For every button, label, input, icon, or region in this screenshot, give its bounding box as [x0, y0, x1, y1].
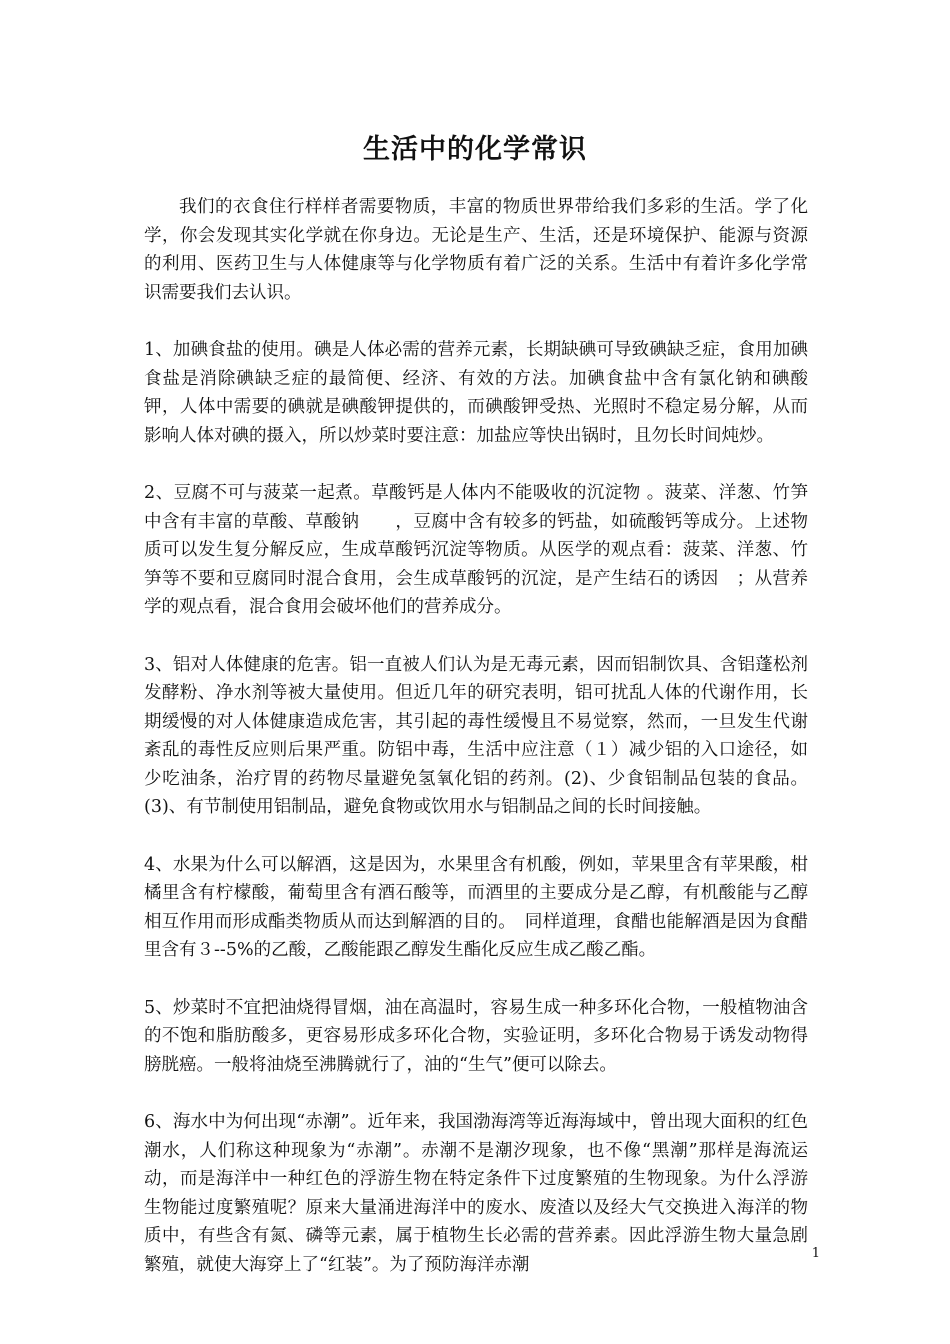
document-title: 生活中的化学常识 — [363, 134, 587, 165]
paragraph-aluminum: 3、铝对人体健康的危害。铝一直被人们认为是无毒元素，因而铝制饮具、含铝蓬松剂发酵粉、净水剂等被大量使用。但近几年的研究表明，铝可扰乱人体的代谢作用，长期缓慢的对人体健康造成危害，其引起的毒性缓慢且不易觉察，然而，一旦发生代谢紊乱的毒性反应则后果严重。防铝中毒，生活中应注意（１）减少铝的入口途径，如少吃油条，治疗胃的药物尽量避免氢氧化铝的药剂。(2)、少食铝制品包装的食品。(3)、有节制使用铝制品，避免食物或饮用水与铝制品之间的长时间接触。 — [144, 654, 808, 818]
document-body — [144, 193, 808, 1308]
paragraph-cooking-oil: 5、炒菜时不宜把油烧得冒烟，油在高温时，容易生成一种多环化合物，一般植物油含的不饱和脂肪酸多，更容易形成多环化合物，实验证明，多环化合物易于诱发动物得膀胱癌。一般将油烧至沸腾就行了，油的“生气”便可以除去。 — [144, 997, 808, 1075]
paragraph-red-tide: 6、海水中为何出现“赤潮”。近年来，我国渤海湾等近海海域中，曾出现大面积的红色潮水，人们称这种现象为“赤潮”。赤潮不是潮汐现象，也不像“黑潮”那样是海流运动，而是海洋中一种红色的浮游生物在特定条件下过度繁殖的生物现象。为什么浮游生物能过度繁殖呢？原来大量涌进海洋中的废水、废渣以及经大气交换进入海洋的物质中，有些含有氮、磷等元素，属于植物生长必需的营养素。因此浮游生物大量急剧繁殖，就使大海穿上了“红装”。为了预防海洋赤潮 — [144, 1112, 808, 1275]
intro-paragraph: 我们的衣食住行样样者需要物质，丰富的物质世界带给我们多彩的生活。学了化学，你会发现其实化学就在你身边。无论是生产、生活，还是环境保护、能源与资源的利用、医药卫生与人体健康等与化学物质有着广泛的关系。生活中有着许多化学常识需要我们去认识。 — [144, 197, 808, 303]
paragraph-fruit-hangover: 4、水果为什么可以解酒，这是因为，水果里含有机酸，例如，苹果里含有苹果酸，柑橘里含有柠檬酸，葡萄里含有酒石酸等，而酒里的主要成分是乙醇，有机酸能与乙醇相互作用而形成酯类物质从而达到解酒的目的。 同样道理，食醋也能解酒是因为食醋里含有３--5%的乙酸，乙酸能跟乙醇发生酯化反应生成乙酸乙酯。 — [144, 854, 808, 961]
page-number: 1 — [811, 1246, 820, 1261]
paragraph-tofu-spinach: 2、豆腐不可与菠菜一起煮。草酸钙是人体内不能吸收的沉淀物 。菠菜、洋葱、竹笋中含有丰富的草酸、草酸钠 ，豆腐中含有较多的钙盐，如硫酸钙等成分。上述物质可以发生复分解反应，生成草酸钙沉淀等物质。从医学的观点看：菠菜、洋葱、竹笋等不要和豆腐同时混合食用，会生成草酸钙的沉淀，是产生结石的诱因 ；从营养学的观点看，混合食用会破坏他们的营养成分。 — [144, 482, 808, 618]
paragraph-iodized-salt: 1、加碘食盐的使用。碘是人体必需的营养元素，长期缺碘可导致碘缺乏症，食用加碘食盐是消除碘缺乏症的最简便、经济、有效的方法。加碘食盐中含有氯化钠和碘酸钾，人体中需要的碘就是碘酸钾提供的，而碘酸钾受热、光照时不稳定易分解，从而影响人体对碘的摄入，所以炒菜时要注意：加盐应等快出锅时，且勿长时间炖炒。 — [144, 339, 808, 446]
